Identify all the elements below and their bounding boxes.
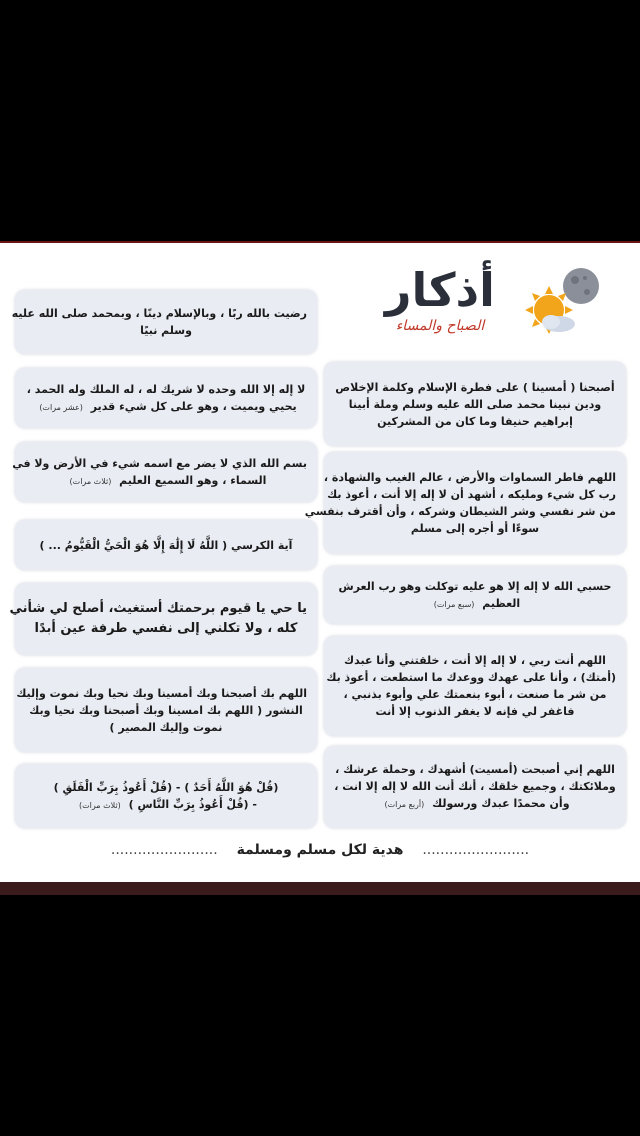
logo-subtitle: الصباح والمساء	[395, 318, 485, 334]
dhikr-line: سوءًا أو أجره إلى مسلم	[410, 522, 540, 535]
dhikr-card	[304, 452, 626, 554]
dhikr-card	[12, 442, 317, 502]
footer-dots: ........................	[422, 842, 530, 858]
dhikr-card	[15, 368, 317, 428]
dhikr-line: اللهم فاطر السماوات والأرض ، عالم الغيب والشهادة ،	[323, 471, 616, 484]
dhikr-line: السماء ، وهو السميع العليم	[119, 473, 267, 487]
dhikr-line: اللهم أنت ربي ، لا إله إلا أنت ، خلقتني وأنا عبدك	[344, 654, 606, 667]
dhikr-card	[324, 636, 626, 736]
dhikr-card	[15, 764, 317, 828]
footer-dots: ........................	[110, 842, 218, 858]
dhikr-line: فاغفر لي فإنه لا يغفر الذنوب إلا أنت	[375, 705, 575, 718]
dhikr-line: نموت وإليك المصير )	[109, 720, 223, 734]
repeat-count: (ثلاث مرات)	[69, 476, 112, 486]
dhikr-line: يا حي يا قيوم برحمتك أستغيث، أصلح لي شأني	[9, 601, 307, 616]
dhikr-card	[324, 362, 626, 446]
dhikr-card	[15, 520, 317, 570]
dhikr-line: (قُلْ هُوَ اللَّهُ أَحَدٌ ) - (قُلْ أَعُوذُ بِرَبِّ الْفَلَقِ )	[53, 780, 279, 794]
footer	[80, 842, 560, 866]
dhikr-card	[11, 290, 317, 354]
dhikr-line: رب كل شيء ومليكه ، أشهد أن لا إله إلا أنت ، أعوذ بك	[327, 488, 616, 501]
dhikr-line: (أمتك) ، وأنا على عهدك ووعدك ما استطعت ، أعوذ بك	[326, 671, 616, 684]
repeat-count: (ثلاث مرات)	[79, 800, 121, 810]
dhikr-card	[324, 746, 626, 828]
dhikr-line: وملائكتك ، وجميع خلقك ، أنك أنت الله لا إله إلا انت ،	[334, 780, 616, 793]
dhikr-line: إبراهيم حنيفا وما كان من المشركين	[377, 414, 573, 428]
dhikr-card	[15, 668, 317, 752]
dhikr-line: ودين نبينا محمد صلى الله عليه وسلم وملة أبينا	[348, 397, 602, 411]
dhikr-line: رضيت بالله ربًا ، وبالإسلام دينًا ، وبمحمد صلى الله عليه	[11, 307, 307, 320]
dhikr-line: اللهم بك أصبحنا وبك أمسينا وبك نحيا وبك نموت وإليك	[16, 686, 307, 700]
dhikr-card	[9, 583, 317, 655]
footer-text: هدية لكل مسلم ومسلمة	[236, 842, 404, 858]
sun-moon-icon	[515, 264, 607, 344]
dhikr-line: أصبحنا ( أمسينا ) على فطرة الإسلام وكلمة الإخلاص	[335, 380, 615, 394]
dhikr-line: النشور ( اللهم بك امسينا وبك أصبحنا وبك نحيا وبك	[29, 703, 303, 717]
dhikr-card	[324, 566, 626, 624]
repeat-count: (سبع مرات)	[433, 599, 475, 609]
logo-title: أذكار	[385, 263, 495, 317]
dhikr-line: يحيي ويميت ، وهو على كل شيء قدير	[90, 399, 297, 413]
dhikr-line: من شر ما صنعت ، أبوء بنعمتك علي وأبوء بذنبي ،	[343, 688, 607, 701]
dhikr-line: آية الكرسي ( اللَّهُ لَا إِلَٰهَ إِلَّا هُوَ الْحَيُّ الْقَيُّومُ ... )	[39, 538, 293, 552]
dhikr-line: العظيم	[482, 596, 521, 610]
dhikr-line: اللهم إني أصبحت (أمسيت) أشهدك ، وحملة عرشك ،	[335, 763, 615, 776]
logo	[355, 262, 615, 352]
dhikr-line: من شر نفسي وشر الشيطان وشركه ، وأن أقترف بنفسي	[304, 505, 616, 518]
dhikr-line: - (قُلْ أَعُوذُ بِرَبِّ النَّاسِ )	[128, 797, 257, 811]
dhikr-line: كله ، ولا تكلني إلى نفسي طرفة عين أبدًا	[34, 621, 298, 636]
dhikr-line: وسلم نبيًا	[140, 324, 192, 337]
bottom-border	[0, 882, 640, 895]
dhikr-line: بسم الله الذي لا يضر مع اسمه شيء في الأرض ولا في	[12, 456, 307, 470]
dhikr-line: لا إله إلا الله وحده لا شريك له ، له الملك وله الحمد ،	[26, 382, 306, 396]
dhikr-line: وأن محمدًا عبدك ورسولك	[432, 797, 570, 810]
repeat-count: (أربع مرات)	[384, 800, 425, 809]
dhikr-line: حسبي الله لا إله إلا هو عليه توكلت وهو رب العرش	[338, 579, 612, 593]
repeat-count: (عشر مرات)	[39, 402, 83, 412]
